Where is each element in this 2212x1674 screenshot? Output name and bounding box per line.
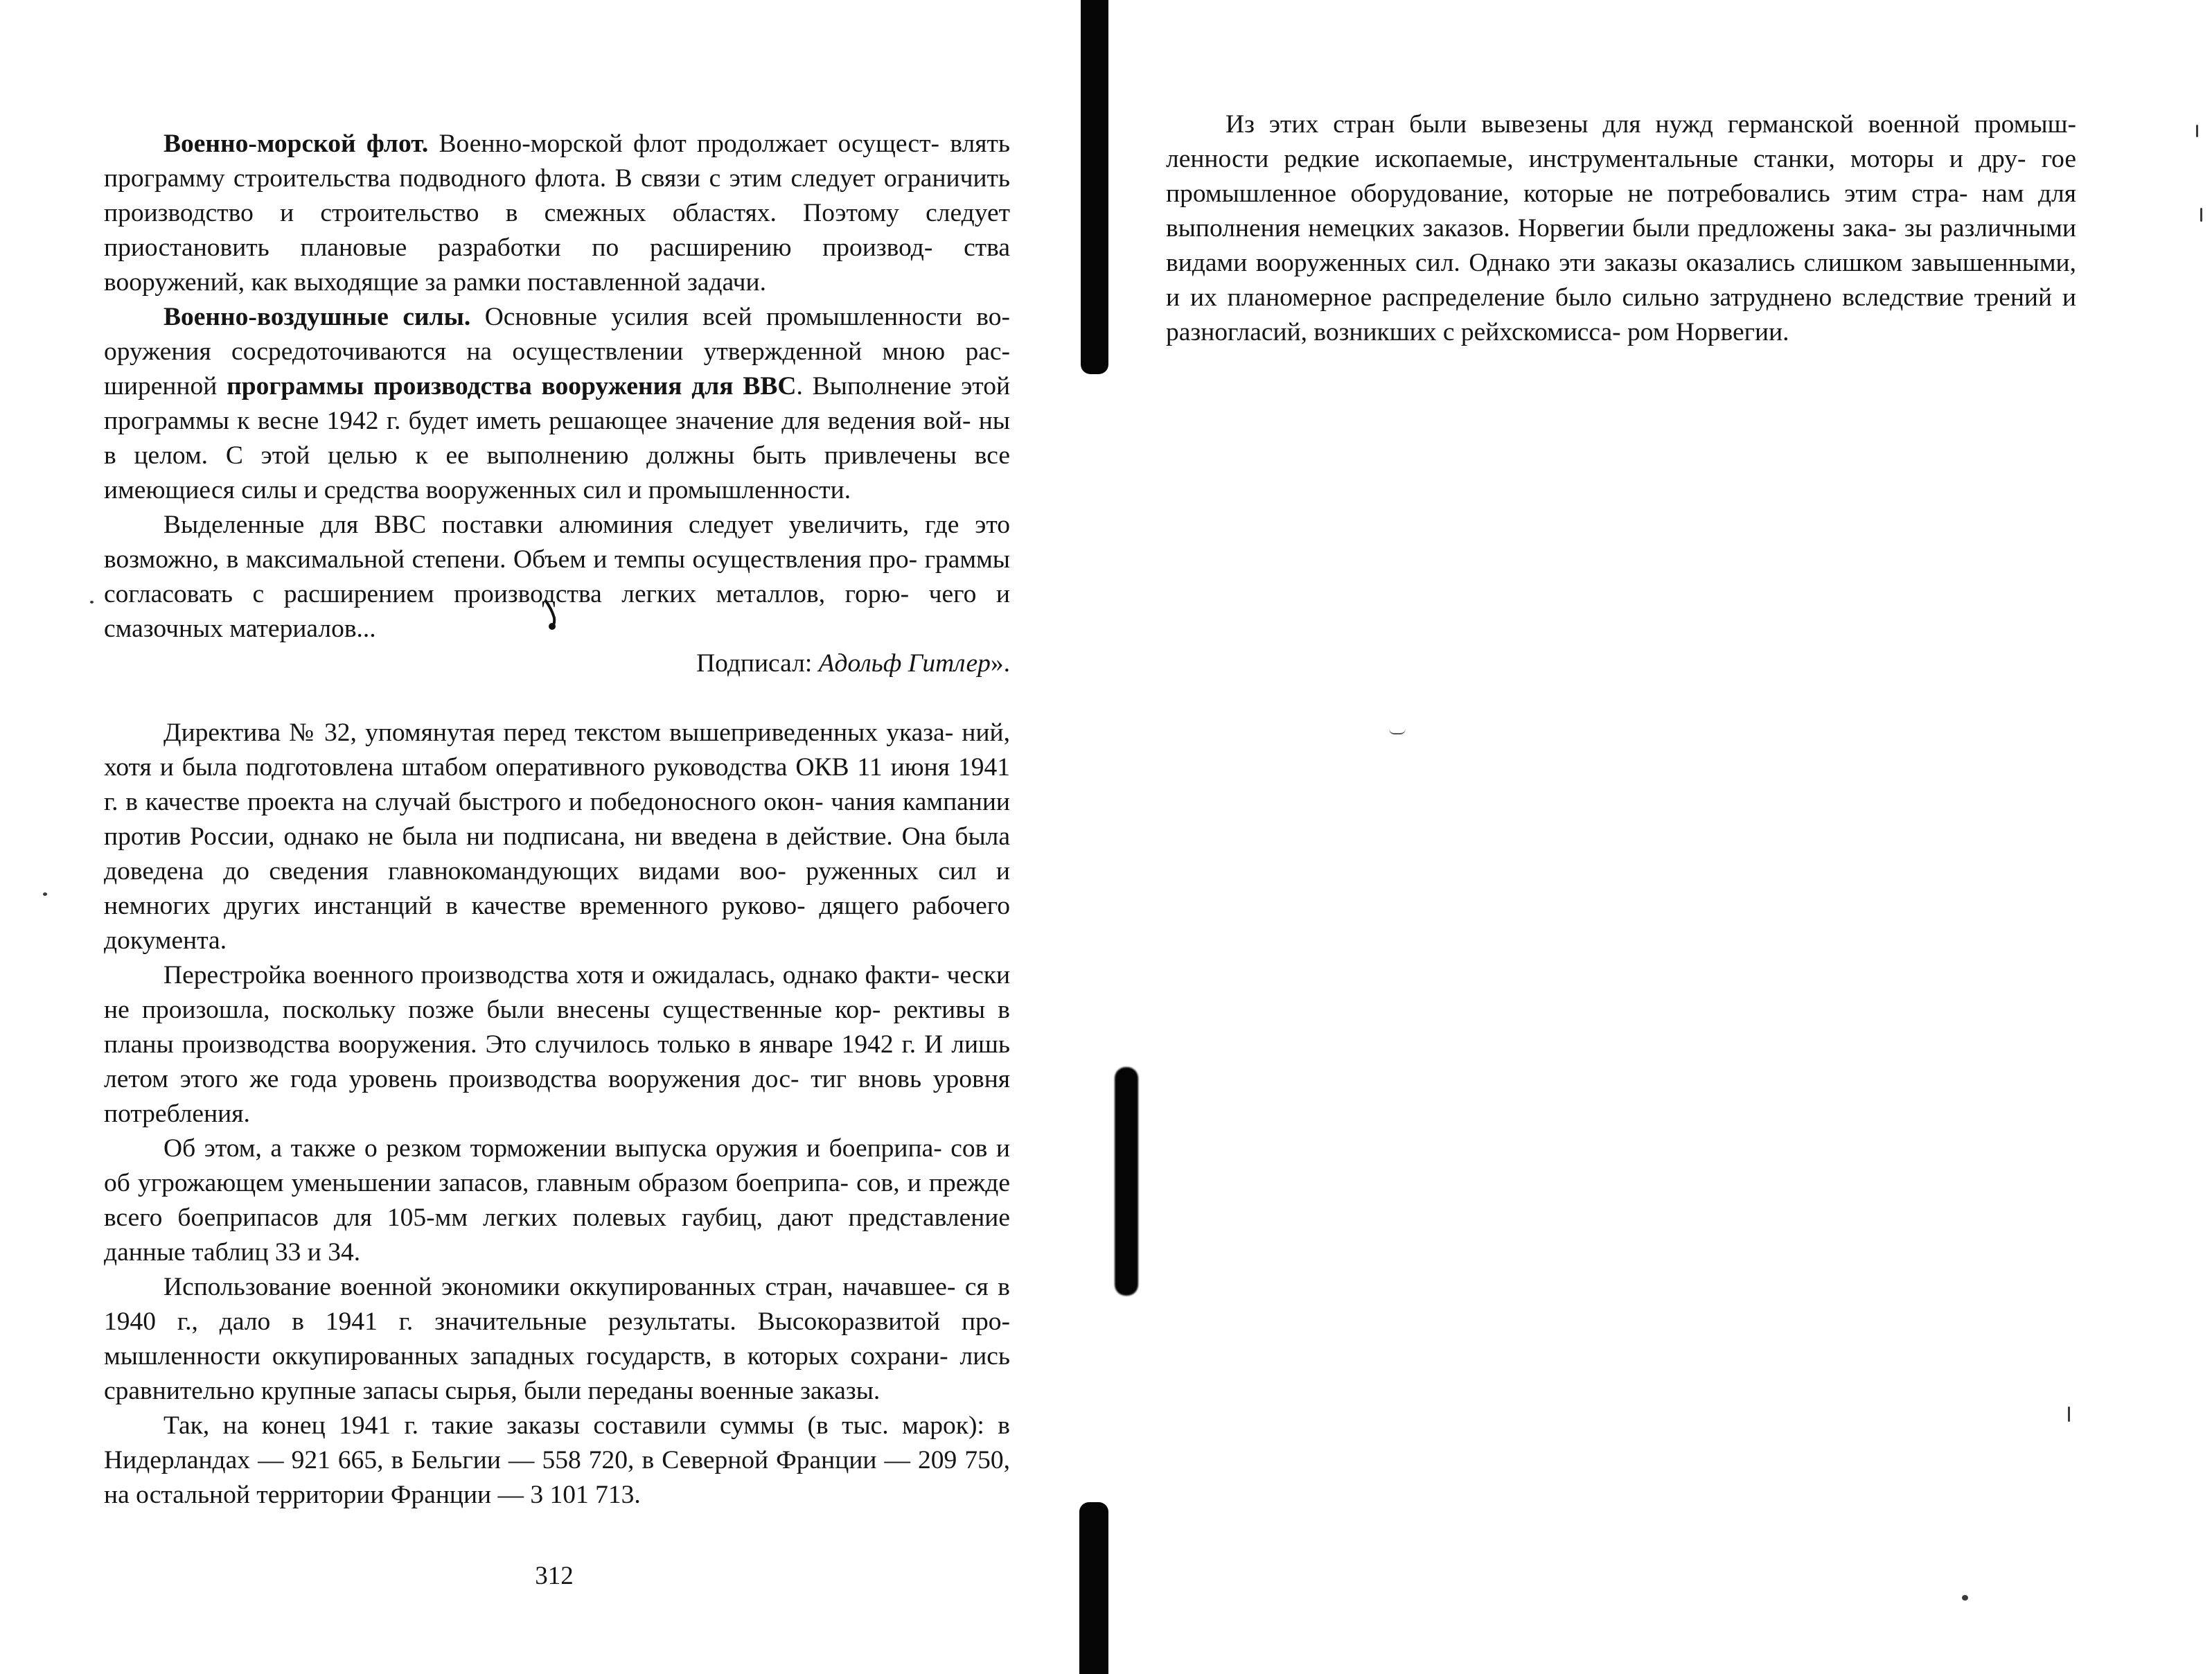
text-run: сов, и прежде всего боеприпасов для 105-мм легких полевых гаубиц, дают	[104, 1169, 1010, 1232]
text-run: Об этом, а также о резком торможении выпуска оружия и боеприпа-	[163, 1134, 942, 1163]
text-run: следует приостановить плановые разработки по расширению производ-	[104, 199, 1010, 262]
text-run: имеющиеся силы и средства вооруженных сил и промышленности.	[104, 476, 851, 504]
text-run: действие. Она была доведена до сведения главнокомандующих видами воо-	[104, 822, 1011, 886]
text-run: затруднено вследствие трений и разногласий, возникших с рейхскомисса-	[1166, 283, 2076, 346]
text-run: Использование военной экономики оккупированных стран, начавшее-	[163, 1273, 956, 1301]
scan-spine-shadow-bottom	[1079, 1502, 1108, 1674]
paragraph	[104, 958, 1010, 1131]
paragraph	[104, 1409, 1010, 1513]
text-run: граммы согласовать с расширением производства легких металлов, горю-	[104, 545, 1010, 608]
bold-heading: Военно-морской флот.	[163, 130, 429, 158]
text-run: тиг вновь уровня потребления.	[104, 1065, 1011, 1128]
paragraph	[1166, 107, 2076, 350]
text-run: ширенной	[104, 372, 227, 400]
right-page-text	[1166, 107, 2076, 350]
text-run: ».	[990, 649, 1010, 678]
paragraph	[104, 127, 1010, 300]
text-run: Нидерландах — 921 665, в Бельгии — 558 720, в Северной Франции — 209 750,	[104, 1446, 1010, 1474]
bold-heading: Военно-воздушные силы.	[163, 303, 471, 331]
paragraph	[104, 1270, 1010, 1409]
scan-speck	[2200, 208, 2202, 222]
text-run: влять программу строительства подводного флота. В связи с этим следует	[104, 130, 1010, 193]
paragraph	[104, 716, 1010, 958]
text-run: Подписал:	[696, 649, 819, 678]
text-run: ся в 1940 г., дало в 1941 г. значительные результаты. Высокоразвитой про-	[104, 1273, 1010, 1336]
scan-spine-shadow-top	[1081, 0, 1108, 374]
text-run: ограничить производство и строительство в смежных областях. Поэтому	[104, 164, 1011, 227]
text-run: Выделенные для ВВС поставки алюминия следует увеличить, где это	[163, 511, 1010, 539]
scan-speck	[2196, 125, 2198, 137]
scan-speck	[1962, 1595, 1968, 1601]
text-run: ленности редкие ископаемые, инструментальные станки, моторы и дру-	[1166, 145, 2026, 173]
text-run: 1942 г. И лишь летом этого же года уровень производства вооружения дос-	[104, 1030, 1011, 1093]
text-run: ром Норвегии.	[1627, 318, 1789, 346]
text-run: лись сравнительно крупные запасы сырья, были переданы военные заказы.	[104, 1342, 1011, 1405]
text-run: Перестройка военного производства хотя и ожидалась, однако факти-	[163, 961, 940, 989]
text-run: гое промышленное оборудование, которые не потребовались этим стра-	[1166, 145, 2076, 208]
text-run: возможно, в максимальной степени. Объем и темпы осуществления про-	[104, 545, 918, 574]
text-run: Директива № 32, упомянутая перед текстом вышеприведенных указа-	[163, 719, 954, 747]
scan-spine-shadow-middle	[1115, 1067, 1138, 1296]
text-run: чания кампании против России, однако не была ни подписана, ни введена в	[104, 788, 1011, 851]
text-run: чески не произошла, поскольку позже были внесены существенные кор-	[104, 961, 1011, 1024]
paragraph	[104, 300, 1010, 508]
text-run: зы различными видами вооруженных сил. Однако эти заказы оказались	[1166, 214, 2076, 277]
text-run: сов и об угрожающем уменьшении запасов, главным образом боеприпа-	[104, 1134, 1010, 1197]
text-run: ны в целом. С этой целью к ее выполнению должны быть привлечены все	[104, 407, 1010, 470]
text-run: Основные усилия всей промышленности во-	[470, 303, 1010, 331]
text-run: программы к весне 1942 г. будет иметь решающее значение для ведения вой-	[104, 407, 971, 435]
text-run: ний, хотя и была подготовлена штабом оперативного руководства ОКВ 11	[104, 719, 1011, 782]
text-run: представление данные таблиц 33 и 34.	[104, 1204, 1011, 1267]
text-run: рективы в планы производства вооружения. Это случилось только в январе	[104, 996, 1011, 1059]
italic-name: Адольф Гитлер	[818, 649, 991, 678]
left-page	[0, 0, 1081, 1674]
text-run: на остальной территории Франции — 3 101 713.	[104, 1481, 641, 1509]
right-page	[1081, 0, 2212, 1674]
text-run: дящего рабочего документа.	[104, 892, 1011, 955]
text-run: руженных сил и немногих других инстанций в качестве временного руково-	[104, 857, 1011, 920]
text-run: . Выполнение этой	[796, 372, 1011, 400]
scan-speck	[90, 601, 94, 603]
text-run: Военно-морской флот продолжает осущест-	[428, 130, 940, 158]
text-run: слишком завышенными, и их планомерное распределение было сильно	[1166, 249, 2077, 312]
scan-speck	[2068, 1407, 2070, 1422]
text-run: чего и смазочных материалов...	[104, 580, 1010, 643]
paragraph	[104, 1131, 1010, 1270]
scan-speck	[43, 892, 47, 896]
bold-heading: программы производства вооружения для ВВС	[227, 372, 797, 400]
text-run: оружения сосредоточиваются на осуществлении утвержденной мною рас-	[104, 337, 1010, 366]
text-run: Так, на конец 1941 г. такие заказы составили суммы (в тыс. марок): в	[163, 1411, 1010, 1440]
text-run: июня 1941 г. в качестве проекта на случай быстрого и победоносного окон-	[104, 753, 1011, 816]
text-run: мышленности оккупированных западных государств, в которых сохрани-	[104, 1342, 948, 1371]
text-run: нам для выполнения немецких заказов. Норвегии были предложены зака-	[1166, 179, 2076, 243]
page-number: 312	[535, 1562, 574, 1590]
signature-line	[104, 646, 1010, 681]
left-page-text	[104, 127, 1010, 1513]
text-run: Из этих стран были вывезены для нужд германской военной промыш-	[1226, 110, 2076, 139]
ink-mark	[544, 597, 565, 631]
text-run: ства вооружений, как выходящие за рамки поставленной задачи.	[104, 234, 1010, 297]
